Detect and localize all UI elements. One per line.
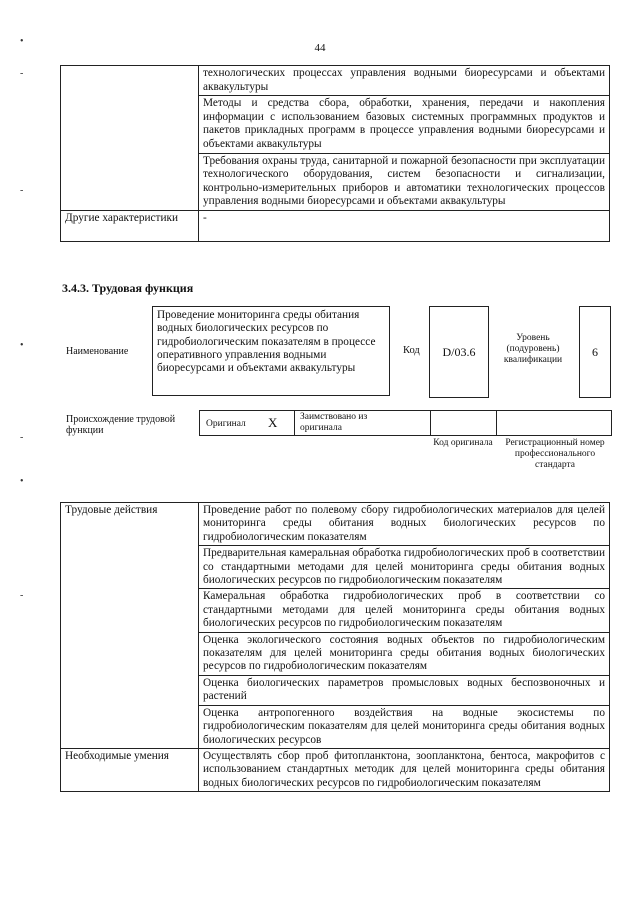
function-name: Проведение мониторинга среды обитания водных биологических ресурсов по гидробиологическим показателям в процессе оперативного управления водными биоресурсами и объектами аквакультуры bbox=[152, 306, 390, 396]
origin-label: Происхождение трудовой функции bbox=[66, 414, 176, 436]
table-row bbox=[61, 210, 610, 241]
code-label: Код bbox=[403, 345, 420, 356]
code-caption: Код оригинала bbox=[433, 438, 493, 448]
labor-actions-table bbox=[60, 502, 610, 792]
margin-mark: - bbox=[20, 185, 24, 196]
borrowed-label: Заимствовано из оригинала bbox=[300, 412, 368, 433]
name-label: Наименование bbox=[66, 346, 129, 357]
margin-mark: - bbox=[20, 590, 24, 601]
table-cell-label: Необходимые умения bbox=[61, 748, 199, 791]
original-label: Оригинал bbox=[206, 419, 246, 429]
table-cell: Камеральная обработка гидробиологических проб в соответствии со стандартными методами для целей мониторинга среды обитания водных биологических ресурсов по гидробиологическим показателям bbox=[199, 589, 610, 632]
table-cell: - bbox=[199, 210, 610, 241]
qualification-level: 6 bbox=[579, 306, 611, 398]
table-cell: Осуществлять сбор проб фитопланктона, зоопланктона, бентоса, макрофитов с использованием стандартных методик для целей мониторинга среды обитания водных биологических ресурсов по гидробиологическим показателям bbox=[199, 748, 610, 791]
registration-caption: Регистрационный номер профессионального стандарта bbox=[505, 438, 605, 470]
table-cell: Оценка антропогенного воздействия на водные экосистемы по гидробиологическим показателям для целей мониторинга среды обитания водных биологических ресурсов bbox=[199, 705, 610, 748]
table-cell-label bbox=[61, 66, 199, 211]
section-title: 3.4.3. Трудовая функция bbox=[62, 281, 194, 295]
function-code: D/03.6 bbox=[429, 306, 489, 398]
page-number: 44 bbox=[314, 42, 326, 54]
table-row bbox=[61, 748, 610, 791]
table-row bbox=[61, 66, 610, 96]
table-cell-label: Другие характеристики bbox=[61, 210, 199, 241]
margin-mark: - bbox=[20, 432, 24, 443]
origin-box bbox=[199, 410, 612, 436]
original-mark: X bbox=[268, 415, 278, 430]
table-cell: Оценка биологических параметров промысловых водных беспозвоночных и растений bbox=[199, 675, 610, 705]
table-cell: Предварительная камеральная обработка гидробиологических проб в соответствии со стандартными методами для целей мониторинга среды обитания водных биологических ресурсов по гидробиологическим показателям bbox=[199, 546, 610, 589]
table-cell: Требования охраны труда, санитарной и пожарной безопасности при эксплуатации технологического оборудования, систем безопасности и сигнализации, контрольно-измерительных приборов и автоматики технологических процессов управления водными биоресурсами и объектами аквакультуры bbox=[199, 153, 610, 210]
characteristics-table bbox=[60, 65, 610, 242]
table-cell: Методы и средства сбора, обработки, хранения, передачи и накопления информации с использованием базовых системных программных продуктов и пакетов прикладных программ в процессе управления водными биоресурсами и объектами аквакультуры bbox=[199, 96, 610, 153]
margin-mark: - bbox=[20, 68, 24, 79]
table-cell: Оценка экологического состояния водных объектов по гидробиологическим показателям для целей мониторинга среды обитания водных биологических ресурсов по гидробиологическим показателям bbox=[199, 632, 610, 675]
table-row bbox=[61, 503, 610, 546]
margin-mark: • bbox=[20, 476, 24, 487]
table-cell: Проведение работ по полевому сбору гидробиологических материалов для целей мониторинга среды обитания водных биологических ресурсов по гидробиологическим показателям bbox=[199, 503, 610, 546]
margin-mark: • bbox=[20, 340, 24, 351]
table-cell: технологических процессах управления водными биоресурсами и объектами аквакультуры bbox=[199, 66, 610, 96]
level-label: Уровень (подуровень) квалификации bbox=[503, 333, 563, 365]
table-cell-label: Трудовые действия bbox=[61, 503, 199, 749]
margin-mark: • bbox=[20, 36, 24, 47]
